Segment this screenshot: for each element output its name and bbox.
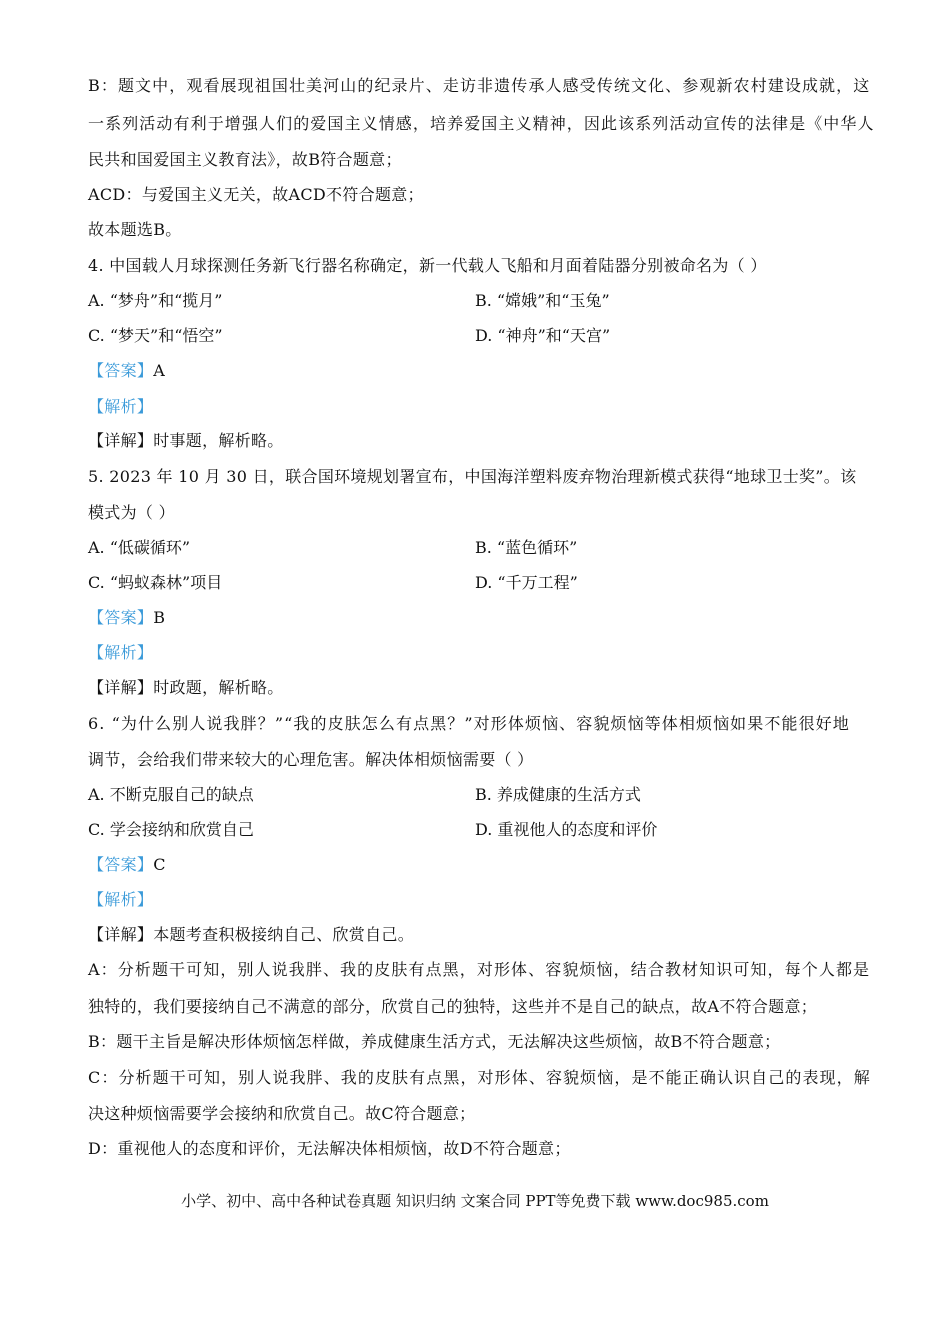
q6-explanation-line-3: B：题干主旨是解决形体烦恼怎样做，养成健康生活方式，无法解决这些烦恼，故B不符合题意；: [88, 1032, 781, 1051]
q6-option-c: C. 学会接纳和欣赏自己: [88, 820, 254, 839]
q6-stem-line-1: 6. “为什么别人说我胖？”“我的皮肤怎么有点黑？”对形体烦恼、容貌烦恼等体相烦恼如果不能很好地: [88, 714, 850, 733]
q4-detail-text: 时事题，解析略。: [153, 431, 284, 450]
q6-explanation-line-6: D：重视他人的态度和评价，无法解决体相烦恼，故D不符合题意；: [88, 1139, 571, 1158]
q4-answer: [88, 360, 165, 382]
q5-answer: [88, 607, 165, 629]
q4-detail: [88, 430, 284, 452]
q6-stem-line-2: 调节，会给我们带来较大的心理危害。解决体相烦恼需要（ ）: [88, 750, 534, 769]
detail-tag: 【详解】: [88, 925, 154, 944]
q6-answer-value: C: [153, 855, 166, 874]
q4-option-d: D. “神舟”和“天宫”: [475, 326, 611, 345]
q6-detail: [88, 924, 414, 946]
q5-option-a: A. “低碳循环”: [88, 538, 191, 557]
q4-option-b: B. “嫦娥”和“玉兔”: [475, 291, 610, 310]
answer-tag: 【答案】: [88, 608, 154, 627]
q3-acd-analysis: ACD：与爱国主义无关，故ACD不符合题意；: [88, 185, 424, 204]
q3-b-analysis-line-2: 一系列活动有利于增强人们的爱国主义情感，培养爱国主义精神，因此该系列活动宣传的法律是《中华人: [88, 114, 875, 133]
q6-option-b: B. 养成健康的生活方式: [475, 785, 641, 804]
q4-analysis: [88, 396, 153, 418]
q6-option-a: A. 不断克服自己的缺点: [88, 785, 254, 804]
q4-option-c: C. “梦天”和“悟空”: [88, 326, 223, 345]
answer-tag: 【答案】: [88, 855, 154, 874]
page-footer: 小学、初中、高中各种试卷真题 知识归纳 文案合同 PPT等免费下载 www.doc985.com: [181, 1192, 769, 1210]
q6-explanation-line-4: C：分析题干可知，别人说我胖、我的皮肤有点黑，对形体、容貌烦恼，是不能正确认识自己的表现，解: [88, 1068, 871, 1087]
q6-detail-text: 本题考查积极接纳自己、欣赏自己。: [153, 925, 415, 944]
q3-conclusion: 故本题选B。: [88, 220, 182, 239]
q5-detail-text: 时政题，解析略。: [153, 678, 284, 697]
answer-tag: 【答案】: [88, 361, 154, 380]
q4-stem: 4. 中国载人月球探测任务新飞行器名称确定，新一代载人飞船和月面着陆器分别被命名为（ ）: [88, 256, 767, 275]
q5-option-d: D. “千万工程”: [475, 573, 578, 592]
q3-b-analysis-line-1: B：题文中，观看展现祖国壮美河山的纪录片、走访非遗传承人感受传统文化、参观新农村建设成就，这: [88, 76, 871, 95]
q5-detail: [88, 677, 284, 699]
q6-explanation-line-2: 独特的，我们要接纳自己不满意的部分，欣赏自己的独特，这些并不是自己的缺点，故A不符合题意；: [88, 997, 818, 1016]
q6-option-d: D. 重视他人的态度和评价: [475, 820, 658, 839]
detail-tag: 【详解】: [88, 431, 154, 450]
q4-option-a: A. “梦舟”和“揽月”: [88, 291, 223, 310]
detail-tag: 【详解】: [88, 678, 154, 697]
q6-explanation-line-1: A：分析题干可知，别人说我胖、我的皮肤有点黑，对形体、容貌烦恼，结合教材知识可知，每个人都是: [88, 960, 871, 979]
q5-stem-line-1: 5. 2023 年 10 月 30 日，联合国环境规划署宣布，中国海洋塑料废弃物治理新模式获得“地球卫士奖”。该: [88, 467, 857, 486]
q5-analysis: [88, 642, 153, 664]
analysis-tag: 【解析】: [88, 643, 154, 662]
q5-stem-line-2: 模式为（ ）: [88, 503, 175, 522]
analysis-tag: 【解析】: [88, 397, 154, 416]
q6-explanation-line-5: 决这种烦恼需要学会接纳和欣赏自己。故C符合题意；: [88, 1104, 476, 1123]
q5-answer-value: B: [153, 608, 166, 627]
q3-b-analysis-line-3: 民共和国爱国主义教育法》，故B符合题意；: [88, 150, 402, 169]
q4-answer-value: A: [153, 361, 166, 380]
q6-answer: [88, 854, 166, 876]
q6-analysis: [88, 889, 153, 911]
q5-option-b: B. “蓝色循环”: [475, 538, 578, 557]
q5-option-c: C. “蚂蚁森林”项目: [88, 573, 223, 592]
analysis-tag: 【解析】: [88, 890, 154, 909]
